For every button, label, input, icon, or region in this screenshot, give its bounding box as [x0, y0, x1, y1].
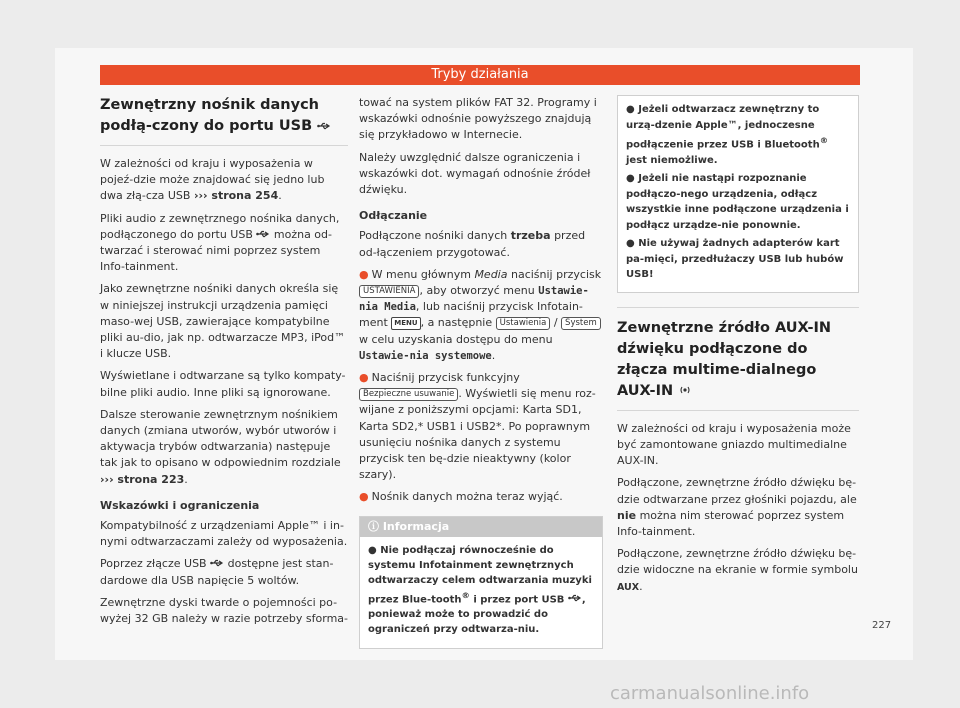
page-ref-link[interactable]: ››› strona 254: [193, 189, 279, 203]
usb-section-title: Zewnętrzny nośnik danych podłą-czony do portu USB: [100, 95, 348, 146]
menu-icon[interactable]: MENU: [391, 317, 420, 330]
section-header: Tryby działania: [100, 65, 860, 85]
info-icon: ⓘ: [368, 519, 379, 533]
aux-symbol: AUX: [617, 581, 640, 593]
aux-signal-icon: [678, 385, 692, 395]
paragraph: W zależności od kraju i wyposażenia może być zamontowane gniazdo multimedialne AUX-IN.: [617, 421, 851, 468]
bullet-icon: ●: [359, 371, 369, 385]
bullet-icon: ●: [359, 490, 369, 504]
aux-section-title: Zewnętrzne źródło AUX-IN dźwięku podłączone do złącza multime-dialnego AUX-IN: [617, 318, 859, 411]
step-item: ● Naciśnij przycisk funkcyjny Bezpieczne usuwanie . Wyświetli się menu roz-wijane z poniższymi opcjami: Karta SD1, Karta SD2,* USB1 i USB2*. Po poprawnym usunięciu nośnika danych z systemu przycisk ten bę-dzie nieaktywny (kolor szary).: [359, 371, 596, 482]
divider: [617, 307, 859, 308]
note-item: ● Nie używaj żadnych adapterów kart pa-mięci, przedłużaczy USB lub hubów USB!: [626, 238, 844, 281]
step-item: ● Nośnik danych można teraz wyjąć.: [359, 490, 563, 504]
paragraph: Wyświetlane i odtwarzane są tylko kompaty-bilne pliki audio. Inne pliki są ignorowane.: [100, 369, 346, 399]
paragraph: Podłączone nośniki danych trzeba przed od-łączeniem przygotować.: [359, 229, 586, 259]
page-number: 227: [872, 620, 892, 631]
column-1: [100, 95, 348, 633]
column-2: [359, 95, 603, 649]
paragraph: Jako zewnętrzne nośniki danych określa się w niniejszej instrukcji urządzenia pamięci maso-wej USB, zawierające kompatybilne pliki au-dio, jak np. odtwarzacze MP3, iPod™ i klucze USB.: [100, 282, 346, 361]
safe-remove-button[interactable]: Bezpieczne usuwanie: [359, 388, 458, 401]
subheading: Wskazówki i ograniczenia: [100, 498, 260, 512]
usb-icon: [317, 122, 331, 130]
note-item: ● Jeżeli nie nastąpi rozpoznanie podłączo-nego urządzenia, odłącz wszystkie inne podłączone urządzenia i podłącz urządze-nie ponownie.: [626, 173, 849, 231]
paragraph: Podłączone, zewnętrzne źródło dźwięku bę-dzie widoczne na ekranie w formie symbolu AUX.: [617, 547, 858, 593]
settings-button[interactable]: USTAWIENIA: [359, 285, 419, 298]
ustawienia-button[interactable]: Ustawienia: [496, 317, 551, 330]
note-item: ● Jeżeli odtwarzacz zewnętrzny to urzą-dzenie Apple™, jednoczesne podłączenie przez USB i Bluetooth® jest niemożliwe.: [626, 104, 829, 166]
usb-icon: [210, 559, 224, 567]
paragraph: Zewnętrzne dyski twarde o pojemności po-wyżej 32 GB należy w razie potrzeby sforma-: [100, 595, 348, 626]
column-3: [617, 95, 859, 602]
paragraph: Podłączone, zewnętrzne źródło dźwięku bę-dzie odtwarzane przez głośniki pojazdu, ale nie można nim sterować poprzez system Info-tainment.: [617, 476, 857, 539]
info-box-body: [360, 537, 602, 648]
bullet-icon: ●: [359, 267, 369, 281]
page-ref-link[interactable]: ››› strona 223: [100, 472, 185, 486]
paragraph: tować na system plików FAT 32. Programy i wskazówki odnośnie powyższego znajdują się przykładowo w Internecie.: [359, 96, 597, 142]
paragraph: Należy uwzględnić dalsze ograniczenia i wskazówki dot. wymagań odnośnie źródeł dźwięku.: [359, 150, 591, 197]
notes-box: [617, 95, 859, 293]
info-box: [359, 516, 603, 649]
step-item: ● W menu głównym Media naciśnij przycisk USTAWIENIA , aby otworzyć menu Ustawie-nia Media, lub naciśnij przycisk Infotain-ment MENU , a następnie Ustawienia / System w celu uzyskania dostępu do menu Ustawie-nia systemowe.: [359, 267, 602, 362]
paragraph: Pliki audio z zewnętrznego nośnika danych, podłączonego do portu USB można od-twarzać i sterować nimi poprzez system Info-tainment.: [100, 211, 340, 274]
info-box-header: ⓘ Informacja: [360, 517, 602, 537]
usb-icon: [256, 230, 270, 238]
subheading: Odłączanie: [359, 209, 428, 223]
paragraph: Dalsze sterowanie zewnętrznym nośnikiem danych (zmiana utworów, wybór utworów i aktywacja trybów odtwarzania) następuje tak jak to opisano w odpowiednim rozdziale ››› strona 223.: [100, 407, 341, 486]
paragraph: Kompatybilność z urządzeniami Apple™ i in-nymi odtwarzaczami zależy od wyposażenia.: [100, 519, 348, 549]
paragraph: W zależności od kraju i wyposażenia w pojeź-dzie może znajdować się jedno lub dwa złą-cza USB ››› strona 254.: [100, 157, 325, 203]
paragraph: Poprzez złącze USB dostępne jest stan-dardowe dla USB napięcie 5 woltów.: [100, 557, 334, 587]
watermark-text: carmanualsonline.info: [610, 683, 810, 704]
usb-icon: [568, 594, 582, 602]
system-button[interactable]: System: [561, 317, 601, 330]
info-item: ● Nie podłączaj równocześnie do systemu Infotainment zewnętrznych odtwarzaczy celem odtwarzania muzyki przez Blue-tooth® i przez port USB , ponieważ może to prowadzić do ograniczeń przy odtwarza-niu.: [368, 544, 592, 635]
